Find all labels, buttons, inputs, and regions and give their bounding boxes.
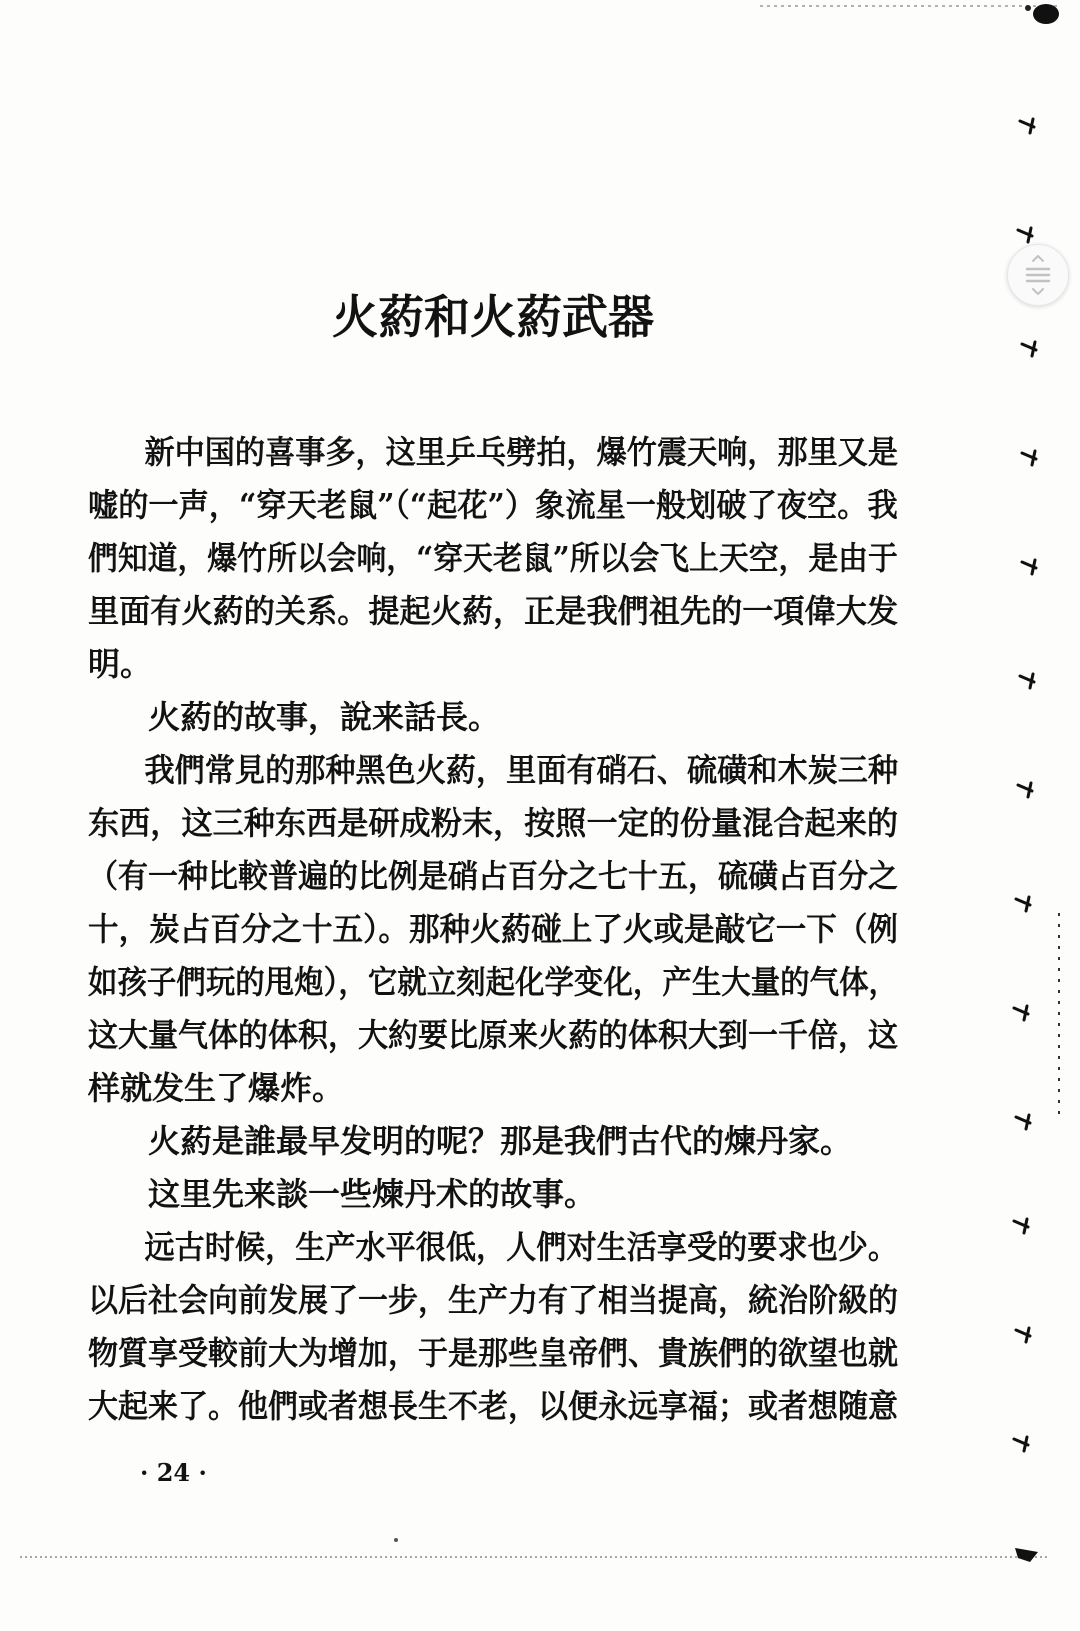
text-line: 我們常見的那种黑色火葯，里面有硝石、硫磺和木炭三种 xyxy=(144,751,899,789)
scan-mark xyxy=(1014,1437,1028,1451)
scan-mark xyxy=(1020,119,1034,133)
page-number: · 24 · xyxy=(140,1458,207,1487)
text-line: 大起来了。他們或者想長生不老，以便永远享福；或者想随意 xyxy=(88,1387,899,1425)
scan-mark xyxy=(1018,783,1032,797)
scan-blob xyxy=(1015,1548,1038,1562)
text-line: （有一种比較普遍的比例是硝占百分之七十五，硫磺占百分之 xyxy=(88,857,899,895)
scan-dot xyxy=(1025,5,1031,11)
scan-edge-marks xyxy=(1014,119,1036,1451)
text-line: 样就发生了爆炸。 xyxy=(88,1069,345,1107)
scan-mark xyxy=(1022,451,1036,465)
chevron-up-icon xyxy=(1033,256,1043,261)
scan-blob xyxy=(1033,4,1059,24)
scan-dot xyxy=(394,1538,398,1542)
scan-mark xyxy=(1016,1115,1030,1129)
scan-mark xyxy=(1014,1219,1028,1233)
text-line: 嘘的一声，“穿天老鼠”（“起花”）象流星一般划破了夜空。我 xyxy=(88,486,898,524)
scan-mark xyxy=(1020,674,1034,688)
text-line: 新中国的喜事多，这里乒乓劈拍，爆竹震天响，那里又是 xyxy=(144,433,899,471)
scroll-handle-icon xyxy=(1021,253,1055,297)
text-line: 这里先来談一些煉丹术的故事。 xyxy=(148,1175,597,1213)
text-line: 如孩子們玩的甩炮），它就立刻起化学变化，产生大量的气体， xyxy=(88,963,899,1001)
scan-mark xyxy=(1014,1006,1028,1020)
chevron-down-icon xyxy=(1033,289,1043,294)
body-text xyxy=(88,426,898,1433)
text-line: 火葯是誰最早发明的呢？那是我們古代的煉丹家。 xyxy=(148,1122,853,1160)
page-title: 火葯和火葯武器 xyxy=(332,290,654,344)
text-line: 东西，这三种东西是研成粉末，按照一定的份量混合起来的 xyxy=(88,804,899,842)
text-line: 們知道，爆竹所以会响，“穿天老鼠”所以会飞上天空，是由于 xyxy=(88,539,898,577)
text-line: 物質享受較前大为增加，于是那些皇帝們、貴族們的欲望也就 xyxy=(88,1334,899,1372)
text-line: 火葯的故事，說来話長。 xyxy=(148,698,501,736)
text-line: 这大量气体的体积，大約要比原来火葯的体积大到一千倍，这 xyxy=(88,1016,899,1054)
text-line: 十，炭占百分之十五）。那种火葯碰上了火或是敲它一下（例 xyxy=(88,910,899,948)
scan-mark xyxy=(1018,228,1032,242)
text-line: 远古时候，生产水平很低，人們对生活享受的要求也少。 xyxy=(144,1228,899,1266)
scan-mark xyxy=(1022,342,1036,356)
text-line: 明。 xyxy=(88,645,153,683)
scan-mark xyxy=(1016,897,1030,911)
scroll-handle-button[interactable] xyxy=(1007,244,1069,306)
scan-mark xyxy=(1016,1328,1030,1342)
text-line: 以后社会向前发展了一步，生产力有了相当提高，統治阶級的 xyxy=(88,1281,899,1319)
scan-mark xyxy=(1022,560,1036,574)
text-line: 里面有火葯的关系。提起火葯，正是我們祖先的一項偉大发 xyxy=(88,592,899,630)
